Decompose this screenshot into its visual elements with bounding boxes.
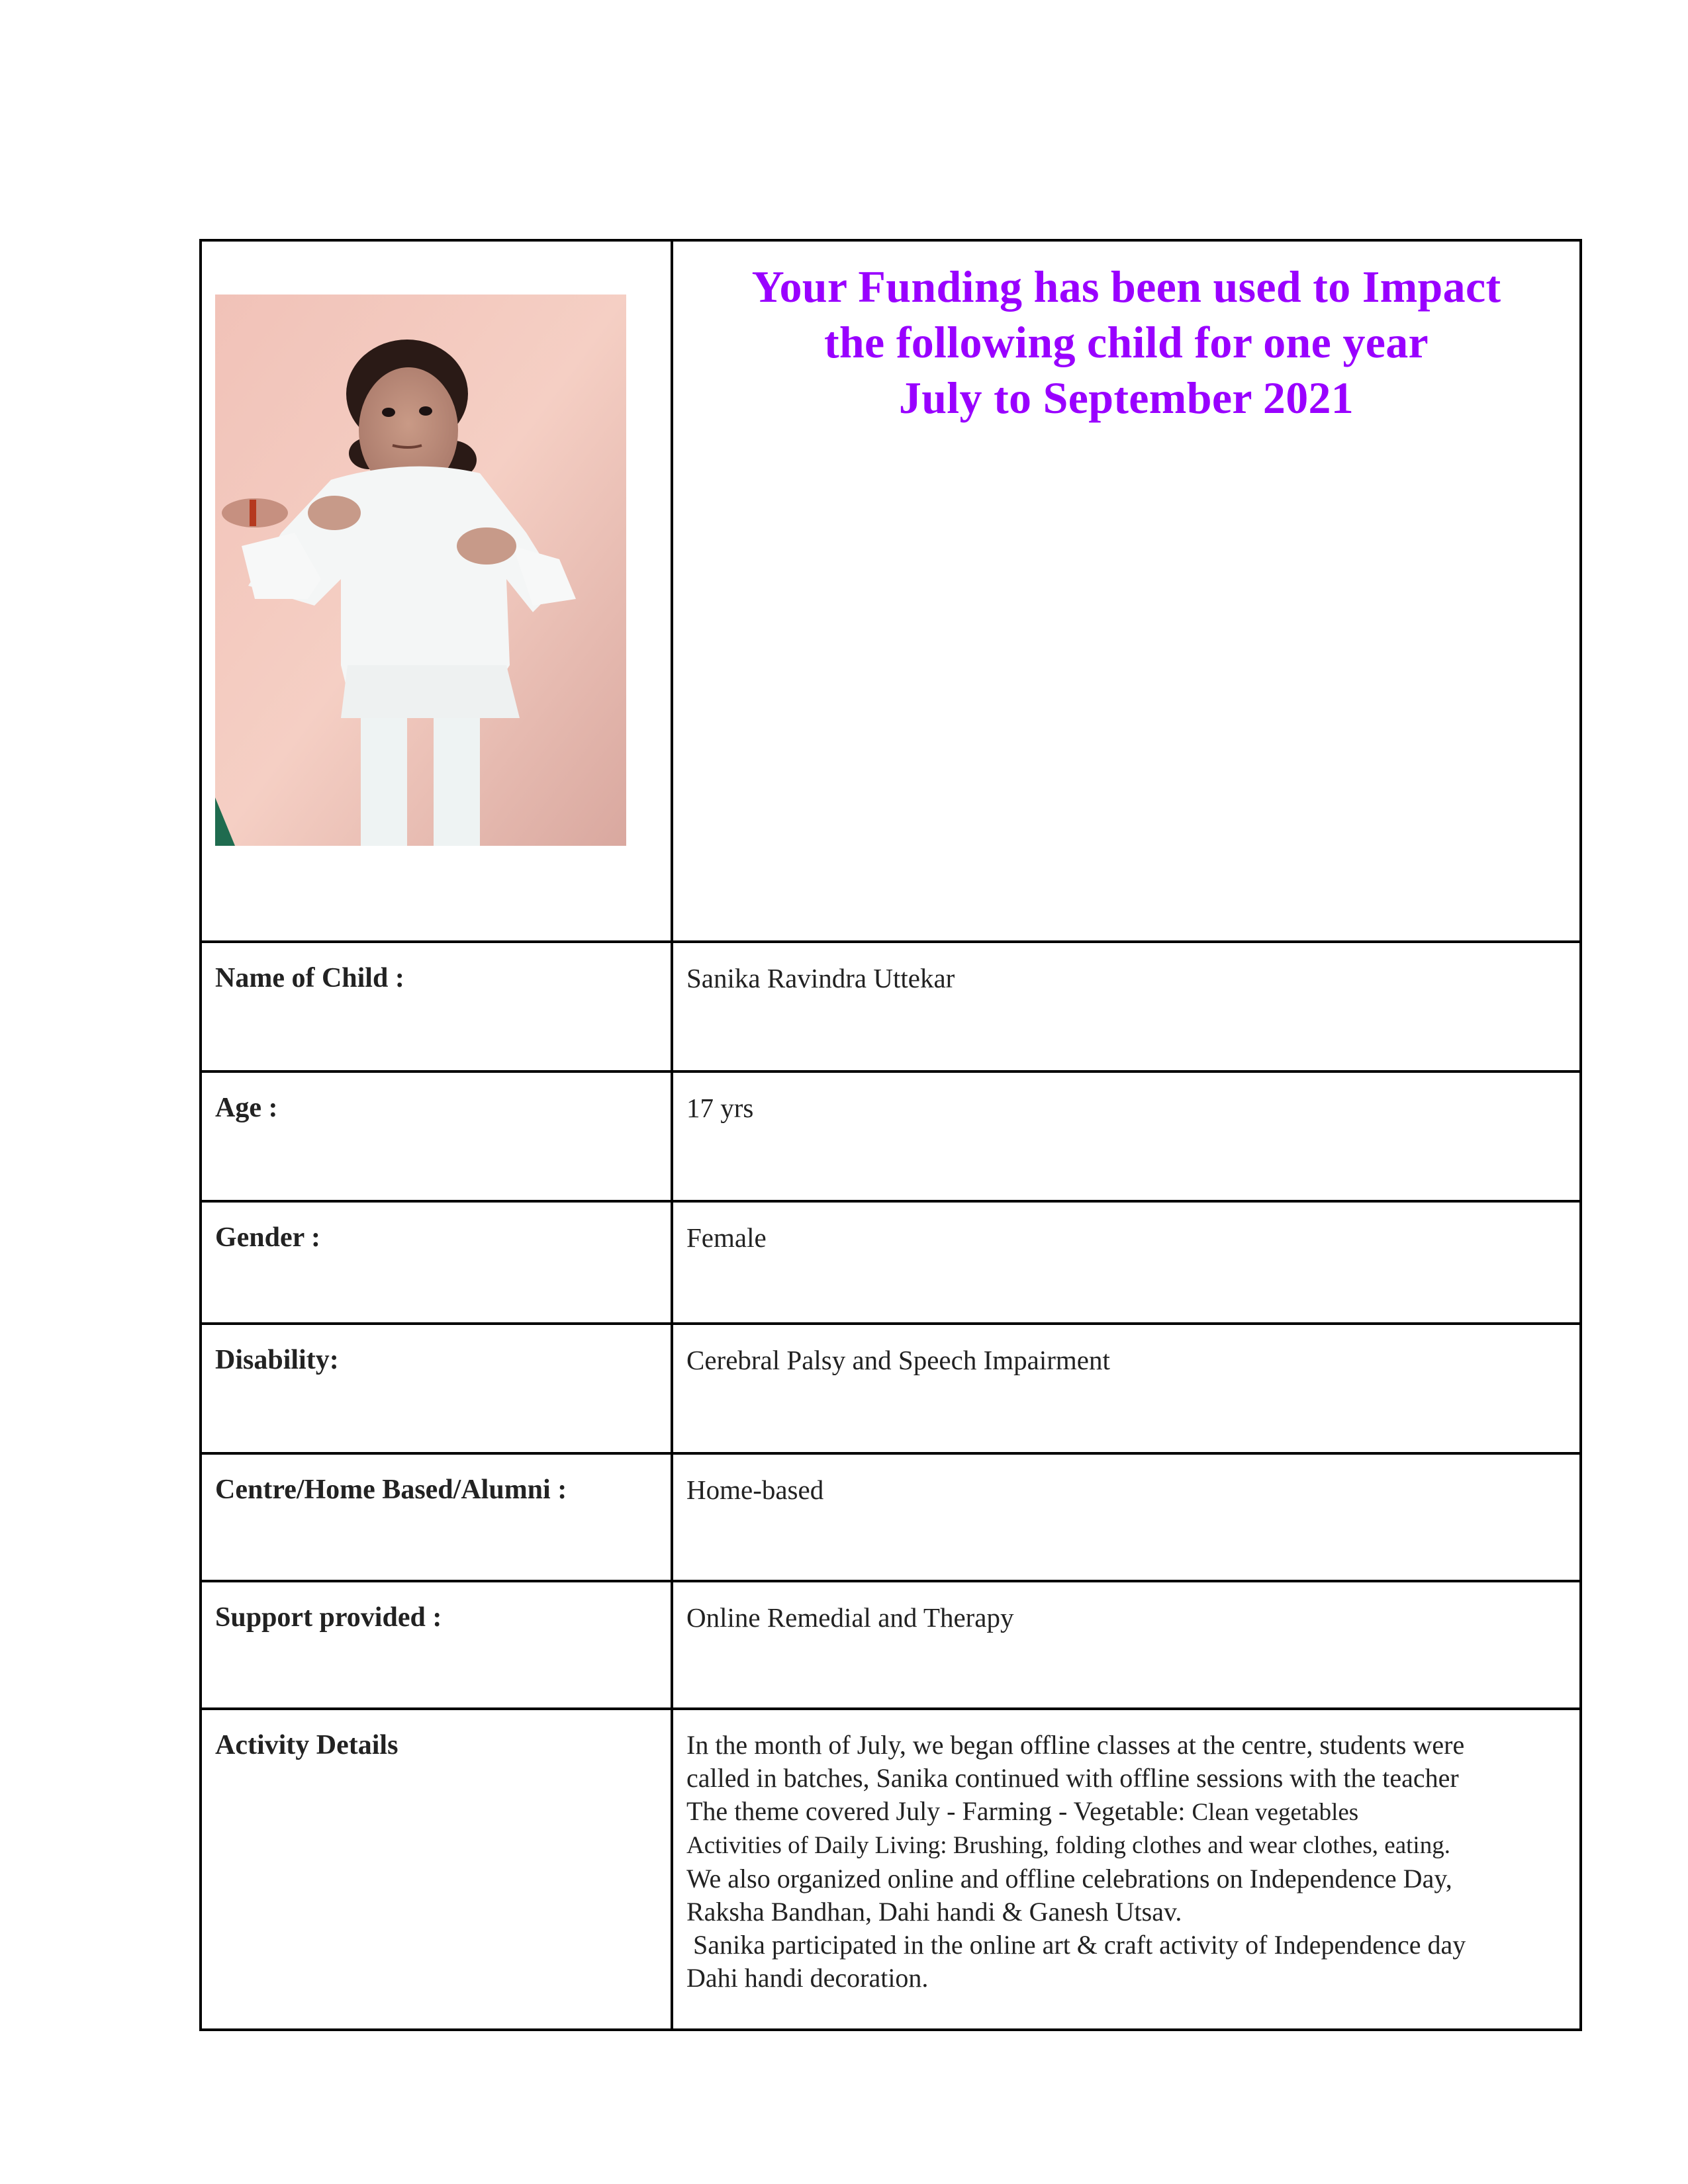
label-cell — [201, 1071, 672, 1201]
label-cell — [201, 1201, 672, 1324]
activity-line — [686, 1795, 1568, 1829]
row-activity — [201, 1709, 1581, 2030]
activity-line: Activities of Daily Living: Brushing, folding clothes and wear clothes, eating. — [686, 1832, 1450, 1859]
activity-line: Raksha Bandhan, Dahi handi & Ganesh Utsav. — [686, 1897, 1182, 1927]
activity-line: Dahi handi decoration. — [686, 1963, 929, 1993]
row-support — [201, 1581, 1581, 1709]
row-centre — [201, 1453, 1581, 1581]
value-cell — [672, 942, 1581, 1071]
activity-line: In the month of July, we began offline classes at the centre, students were — [686, 1730, 1465, 1760]
activity-line: called in batches, Sanika continued with offline sessions with the teacher — [686, 1763, 1459, 1793]
support-label: Support provided : — [215, 1602, 442, 1633]
row-gender — [201, 1201, 1581, 1324]
label-cell — [201, 1453, 672, 1581]
row-disability — [201, 1324, 1581, 1453]
disability-value: Cerebral Palsy and Speech Impairment — [686, 1345, 1110, 1375]
child-impact-report-table — [199, 239, 1582, 2031]
child-photo — [215, 295, 626, 846]
value-cell — [672, 1201, 1581, 1324]
value-cell — [672, 1709, 1581, 2030]
age-value: 17 yrs — [686, 1093, 754, 1123]
activity-line: Sanika participated in the online art & craft activity of Independence day — [686, 1930, 1466, 1960]
name-label: Name of Child : — [215, 963, 404, 993]
disability-label: Disability: — [215, 1345, 339, 1375]
label-cell — [201, 942, 672, 1071]
row-age — [201, 1071, 1581, 1201]
report-title-line-3: July to September 2021 — [898, 373, 1354, 423]
age-label: Age : — [215, 1093, 278, 1123]
gender-value: Female — [686, 1222, 767, 1253]
label-cell — [201, 1581, 672, 1709]
value-cell — [672, 1071, 1581, 1201]
centre-label: Centre/Home Based/Alumni : — [215, 1475, 567, 1505]
value-cell — [672, 1581, 1581, 1709]
activity-theme-text: The theme covered July - Farming - Vegetable: — [686, 1796, 1192, 1826]
activity-theme-detail: Clean vegetables — [1192, 1799, 1359, 1826]
child-photo-image — [215, 295, 626, 846]
label-cell — [201, 1324, 672, 1453]
activity-label: Activity Details — [215, 1730, 399, 1760]
activity-details — [686, 1729, 1568, 1995]
photo-cell — [201, 240, 672, 942]
value-cell — [672, 1324, 1581, 1453]
header-row — [201, 240, 1581, 942]
activity-line: We also organized online and offline celebrations on Independence Day, — [686, 1864, 1452, 1893]
gender-label: Gender : — [215, 1222, 321, 1253]
row-name — [201, 942, 1581, 1071]
centre-value: Home-based — [686, 1475, 824, 1505]
report-title-line-2: the following child for one year — [823, 317, 1429, 367]
label-cell — [201, 1709, 672, 2030]
report-title-cell — [672, 240, 1581, 942]
report-title-line-1: Your Funding has been used to Impact — [751, 261, 1501, 312]
value-cell — [672, 1453, 1581, 1581]
support-value: Online Remedial and Therapy — [686, 1602, 1014, 1633]
name-value: Sanika Ravindra Uttekar — [686, 963, 955, 993]
